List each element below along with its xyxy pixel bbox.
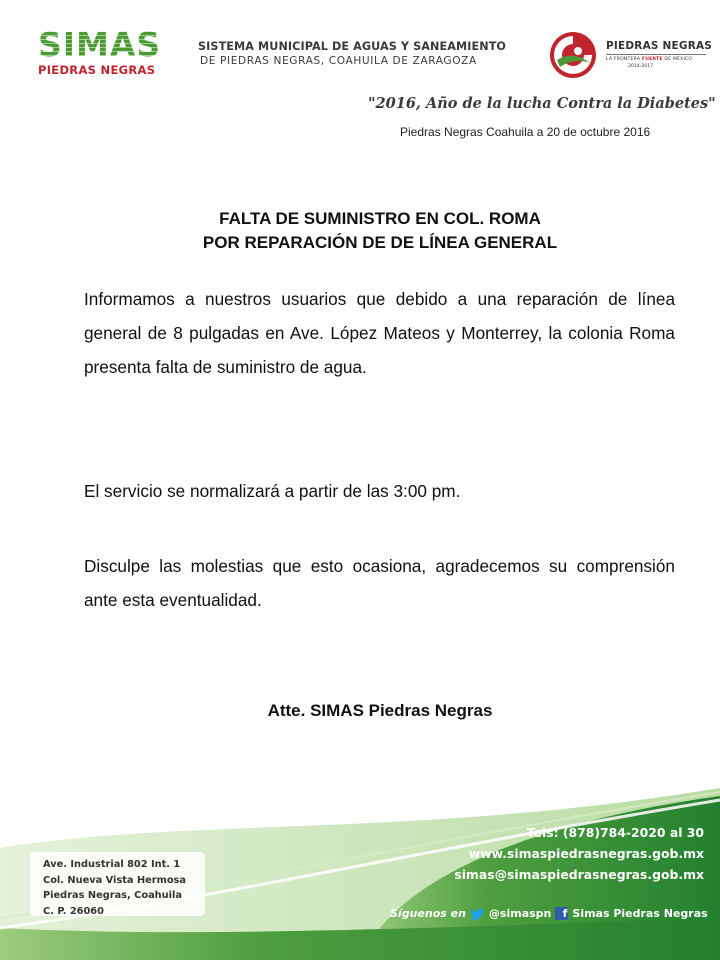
city-logo-tagline: LA FRONTERA FUERTE DE MÉXICO xyxy=(606,57,693,62)
simas-logo-word: SIMAS xyxy=(38,28,170,62)
notice-paragraph-3: Disculpe las molestias que esto ocasiona, agradecemos su comprensión ante esta eventualidad. xyxy=(84,556,675,610)
twitter-handle: @simaspn xyxy=(488,907,552,921)
address-line-1: Ave. Industrial 802 Int. 1 xyxy=(43,859,181,870)
facebook-icon: f xyxy=(555,907,568,920)
dateline: Piedras Negras Coahuila a 20 de octubre 2016 xyxy=(400,125,651,139)
notice-paragraph-2: El servicio se normalizará a partir de las 3:00 pm. xyxy=(84,481,461,501)
piedras-negras-emblem-icon xyxy=(548,30,598,80)
address-line-2: Col. Nueva Vista Hermosa xyxy=(43,874,186,886)
address-line-3: Piedras Negras, Coahuila xyxy=(43,890,182,901)
year-motto: "2016, Año de la lucha Contra la Diabetes" xyxy=(368,95,716,112)
city-logo-name: PIEDRAS NEGRAS xyxy=(606,40,713,52)
footer-address xyxy=(43,857,186,919)
footer-website: www.simaspiedrasnegras.gob.mx xyxy=(468,846,704,861)
footer-phone: Tels: (878)784-2020 al 30 xyxy=(526,825,704,840)
simas-logo-subtitle: PIEDRAS NEGRAS xyxy=(38,63,156,77)
organization-title: SISTEMA MUNICIPAL DE AGUAS Y SANEAMIENTO xyxy=(198,40,507,53)
footer-email: simas@simaspiedrasnegras.gob.mx xyxy=(454,867,704,882)
social-prefix: Síguenos en xyxy=(390,907,466,921)
city-logo-divider xyxy=(606,54,706,55)
facebook-name: Simas Piedras Negras xyxy=(572,907,708,921)
organization-subtitle: DE PIEDRAS NEGRAS, COAHUILA DE ZARAGOZA xyxy=(200,55,477,67)
notice-title-line2: POR REPARACIÓN DE DE LÍNEA GENERAL xyxy=(202,233,558,252)
city-logo-years: 2014-2017 xyxy=(628,64,654,69)
footer-social xyxy=(390,907,708,921)
footer-contact xyxy=(454,822,704,885)
simas-logo xyxy=(38,25,170,77)
notice-paragraph-1: Informamos a nuestros usuarios que debido a una reparación de línea general de 8 pulgadas en Ave. López Mateos y Monterrey, la colonia Roma presenta falta de suministro de agua. xyxy=(84,289,675,377)
notice-title-line1: FALTA DE SUMINISTRO EN COL. ROMA xyxy=(219,209,541,228)
notice-title xyxy=(0,207,720,255)
address-line-4: C. P. 26060 xyxy=(43,905,104,917)
signature: Atte. SIMAS Piedras Negras xyxy=(267,701,493,720)
twitter-bird-icon xyxy=(470,907,485,921)
